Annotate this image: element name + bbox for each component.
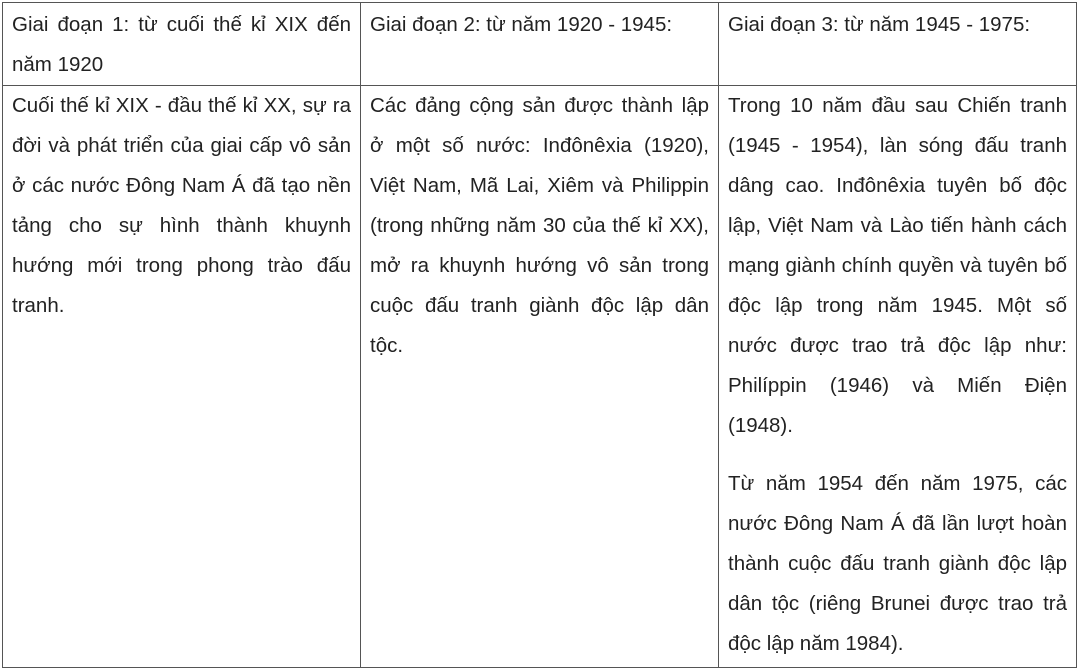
cell-period-3: [719, 86, 1077, 668]
header-period-3: Giai đoạn 3: từ năm 1945 - 1975:: [719, 3, 1077, 86]
cell-paragraph: Cuối thế kỉ XIX - đầu thế kỉ XX, sự ra đời và phát triển của giai cấp vô sản ở các nước Đông Nam Á đã tạo nền tảng cho sự hình thành khuynh hướng mới trong phong trào đấu tranh.: [12, 94, 351, 317]
cell-period-1: [3, 86, 361, 668]
history-periods-table: [2, 2, 1077, 668]
cell-paragraph: Trong 10 năm đầu sau Chiến tranh (1945 - 1954), làn sóng đấu tranh dâng cao. Inđônêxia tuyên bố độc lập, Việt Nam và Lào tiến hành cách mạng giành chính quyền và tuyên bố độc lập trong năm 1945. Một số nước được trao trả độc lập như: Philíppin (1946) và Miến Điện (1948).: [728, 94, 1067, 437]
header-period-1: Giai đoạn 1: từ cuối thế kỉ XIX đến năm 1920: [3, 3, 361, 86]
header-period-2: Giai đoạn 2: từ năm 1920 - 1945:: [361, 3, 719, 86]
table-row: [3, 86, 1077, 668]
table-header-row: [3, 3, 1077, 86]
cell-period-2: [361, 86, 719, 668]
cell-paragraph: Các đảng cộng sản được thành lập ở một số nước: Inđônêxia (1920), Việt Nam, Mã Lai, Xiêm và Philippin (trong những năm 30 của thế kỉ XX), mở ra khuynh hướng vô sản trong cuộc đấu tranh giành độc lập dân tộc.: [370, 94, 709, 357]
cell-paragraph: Từ năm 1954 đến năm 1975, các nước Đông Nam Á đã lần lượt hoàn thành cuộc đấu tranh giành độc lập dân tộc (riêng Brunei được trao trả độc lập năm 1984).: [728, 472, 1067, 655]
